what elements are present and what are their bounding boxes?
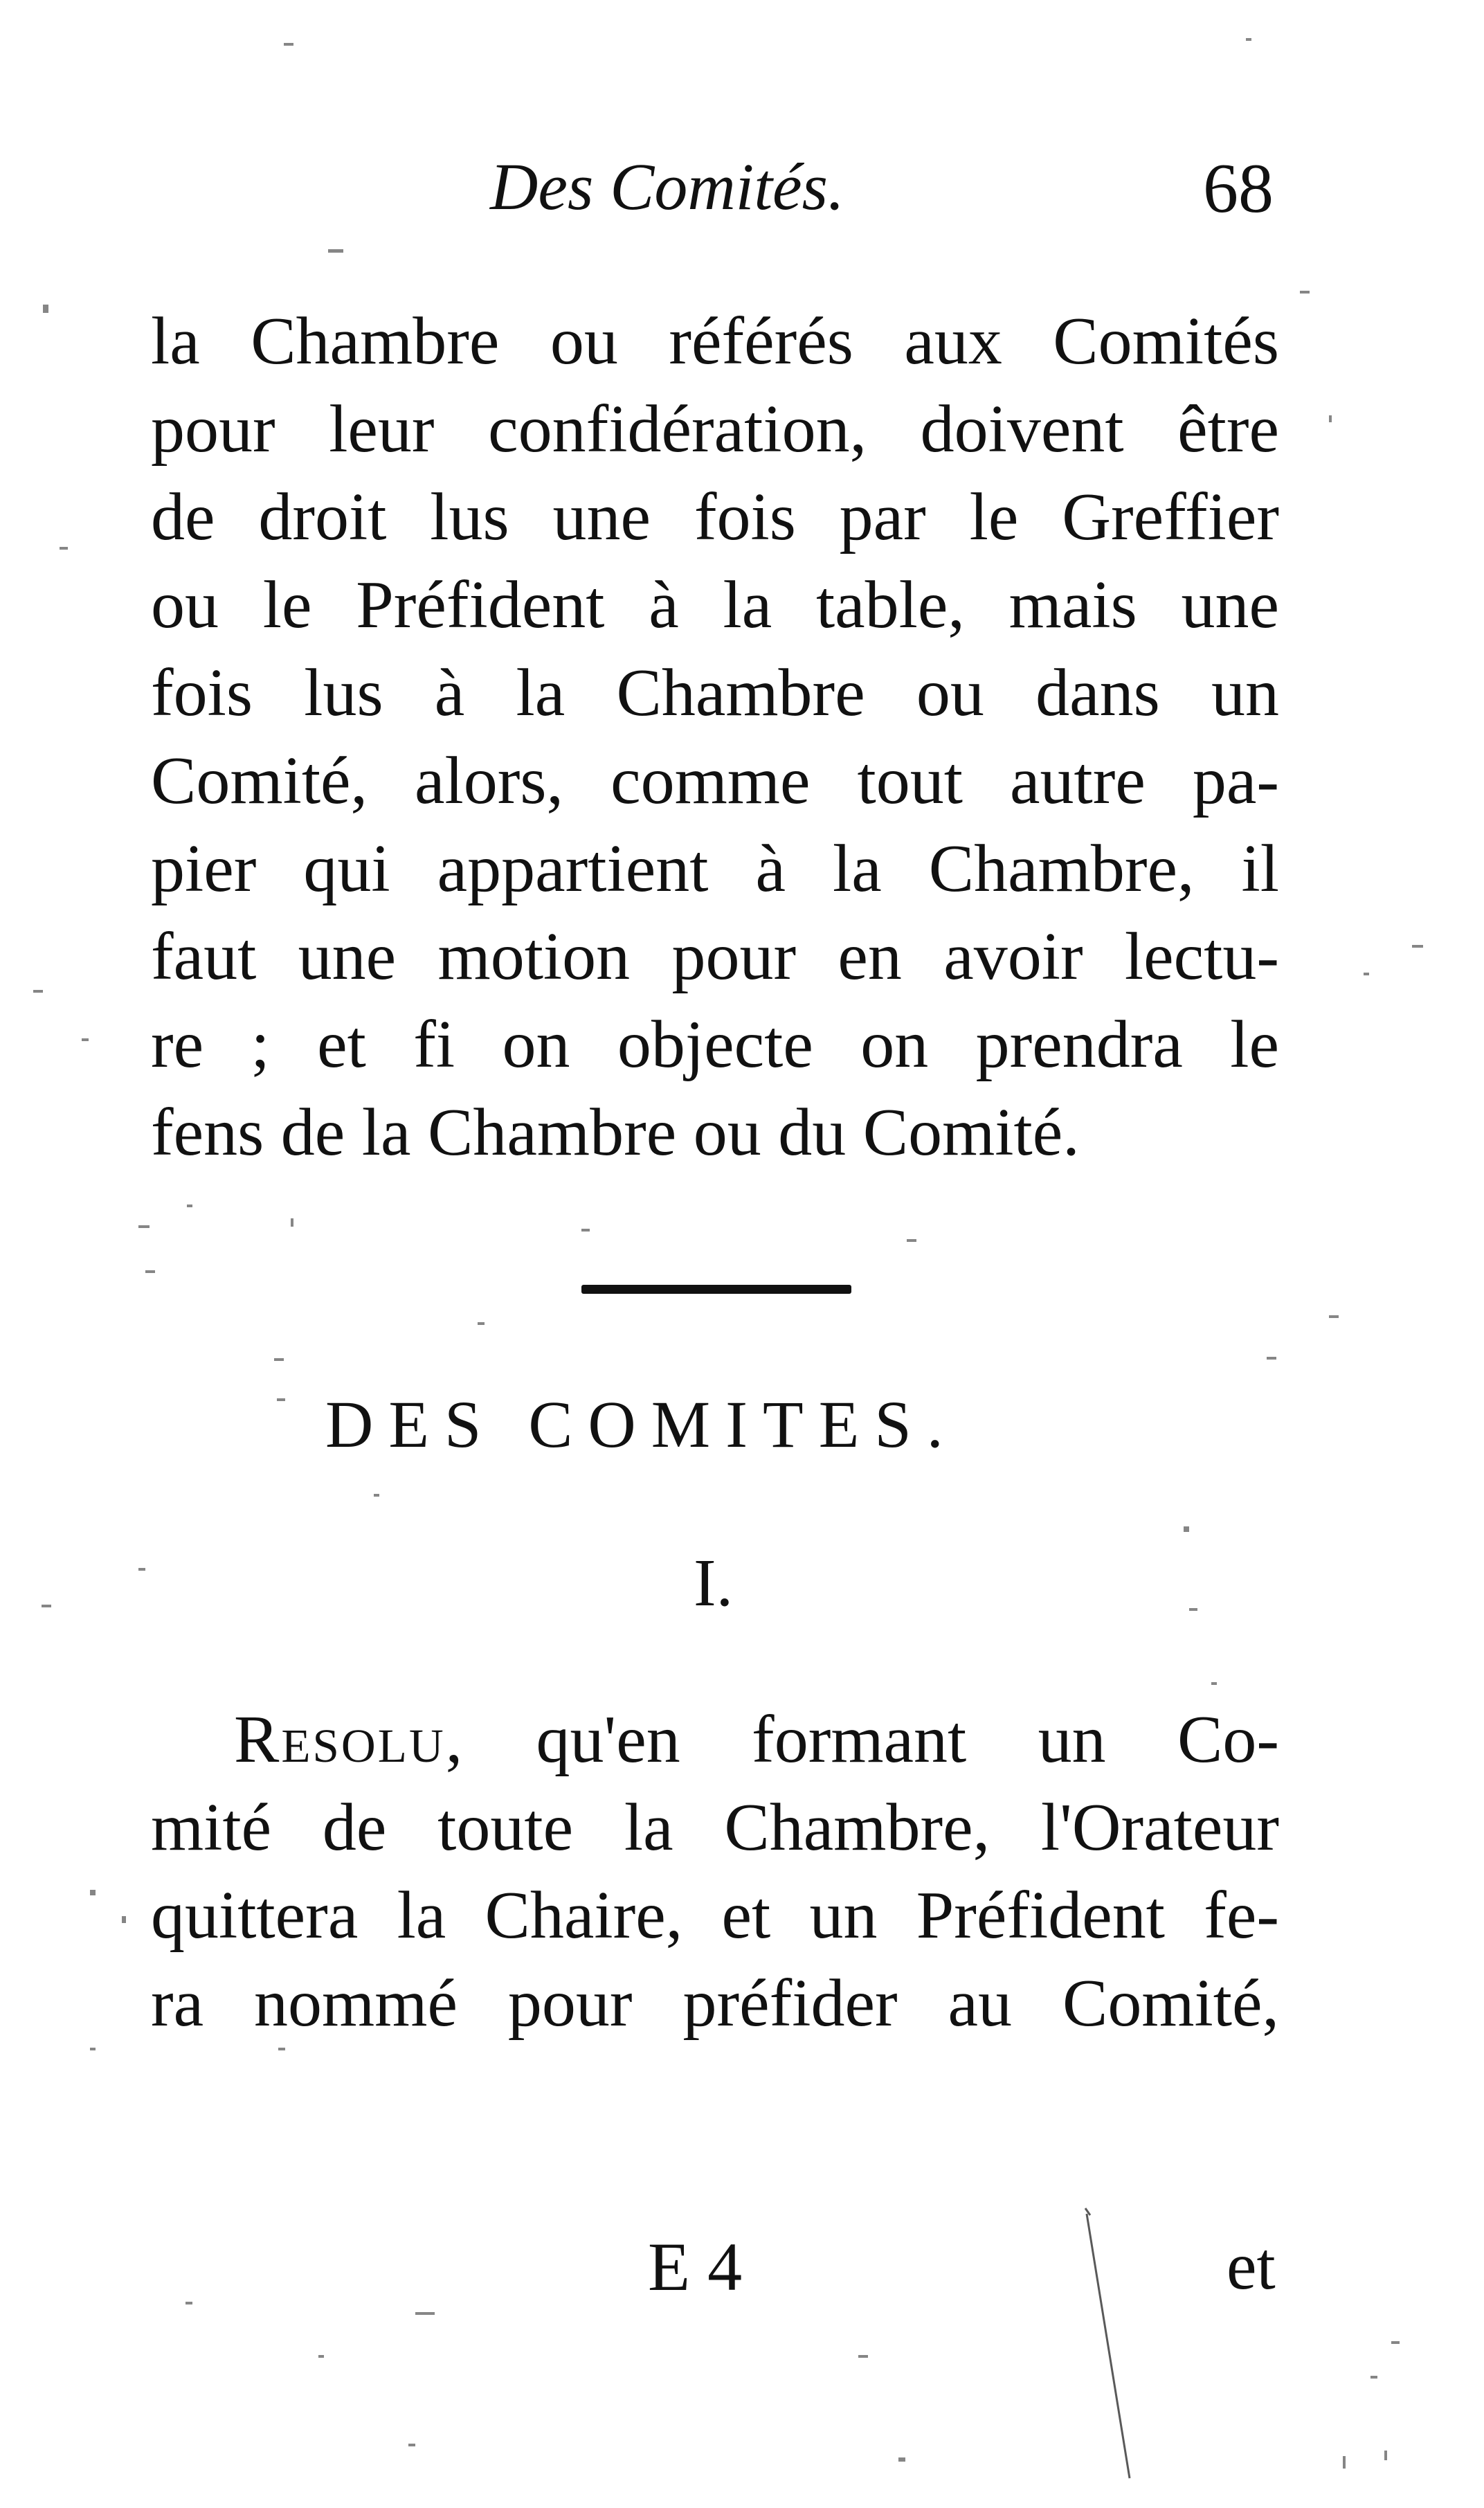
text-line-first [151, 1696, 1279, 1784]
running-title: Des Comités. [490, 150, 844, 224]
text-line: mité de toute la Chambre, l'Orateur [151, 1790, 1279, 1865]
text-line: la Chambre ou référés aux Comités [151, 304, 1279, 379]
text-line: pour leur confidération, doivent être [151, 392, 1279, 467]
section-number: I. [694, 1546, 734, 1621]
text-line: fois lus à la Chambre ou dans un [151, 656, 1279, 730]
text-line: Comité, alors, comme tout autre pa- [151, 743, 1279, 818]
section-divider-rule [581, 1285, 851, 1294]
first-line-rest: qu'en formant un Co- [464, 1702, 1279, 1777]
signature-mark: E 4 [648, 2228, 743, 2305]
page-number: 68 [1203, 150, 1274, 228]
text-line: fens de la Chambre ou du Comité. [151, 1095, 1080, 1170]
text-line: ra nommé pour préfider au Comité, [151, 1966, 1279, 2041]
text-line: faut une motion pour en avoir lectu- [151, 919, 1279, 994]
lead-word: Resolu, [234, 1702, 465, 1777]
text-line: pier qui appartient à la Chambre, il [151, 831, 1279, 906]
text-line: de droit lus une fois par le Greffier [151, 480, 1279, 554]
text-line: quittera la Chaire, et un Préfident fe- [151, 1878, 1279, 1953]
catchword: et [1227, 2229, 1276, 2304]
paragraph-continued [151, 298, 1279, 1177]
text-line: re ; et fi on objecte on prendra le [151, 1007, 1279, 1082]
section-heading: DES COMITES. [325, 1387, 959, 1461]
paragraph-resolution [151, 1696, 1279, 2048]
text-line: ou le Préfident à la table, mais une [151, 568, 1279, 642]
